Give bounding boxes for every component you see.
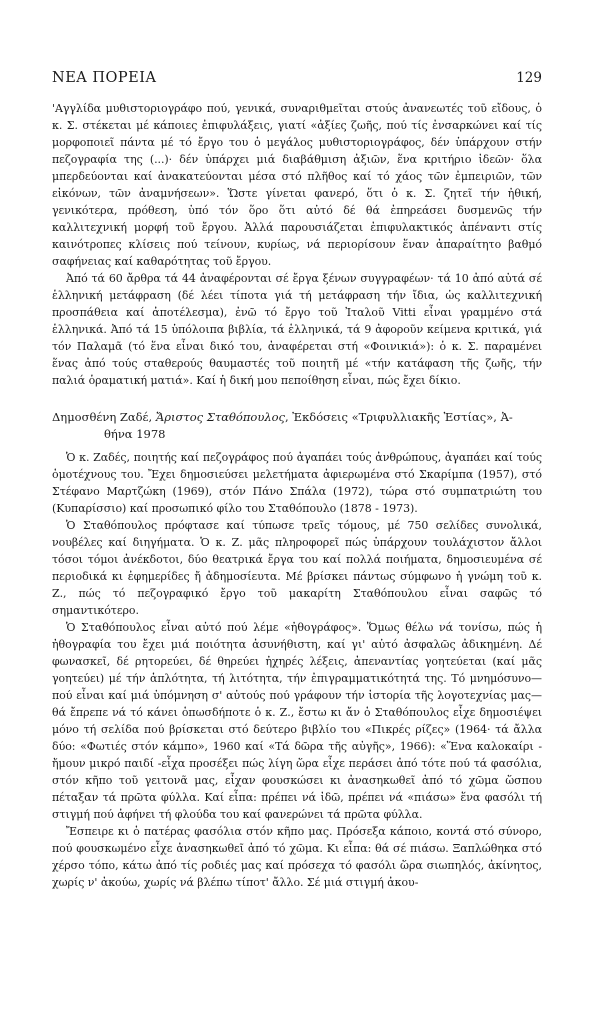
journal-title: ΝΕΑ ΠΟΡΕΙΑ bbox=[52, 70, 157, 86]
paragraph-6: Ἔσπειρε κι ὁ πατέρας φασόλια στόν κῆπο μας. Πρόσεξα κάποιο, κοντά στό σύνορο, πού φουσκωμένο εἶχε ἀνασηκωθεῖ ἀπό τό χῶμα. Κι εἶπα: θά σέ πιάσω. Ξαπλώθηκα στό χέρσο τόπο, κάτω ἀπό τίς ροδιές μας καί πρόσεχα τό φασόλι ὥρα σιωπηλός, ἀκίνητος, χωρίς ν' ἀκούω, χωρίς νά βλέπω τίποτ' ἄλλο. Σέ μιά στιγμή ἀκου- bbox=[52, 825, 542, 889]
review-heading bbox=[52, 409, 542, 443]
review-author: Δημοσθένη Ζαδέ, bbox=[52, 410, 156, 424]
running-header bbox=[52, 70, 542, 86]
paragraph-4: Ὁ Σταθόπουλος πρόφτασε καί τύπωσε τρεῖς τόμους, μέ 750 σελίδες συνολικά, νουβέλες καί διηγήματα. Ὁ κ. Ζ. μᾶς πληροφορεῖ πώς ὑπάρχουν τουλάχιστον ἄλλοι τόσοι τόμοι ἀνέκδοτοι, δύο θεατρικά ἔργα του καί πολλά ποιήματα, δημοσιευμένα σέ περιοδικά κι ἐφημερίδες ἤ ἀδημοσίευτα. Μέ βρίσκει πάντως σύμφωνο ἡ γνώμη τοῦ κ. Ζ., πώς τό πεζογραφικό ἔργο τοῦ μακαρίτη Σταθόπουλου εἶναι σαφῶς τό σημαντικότερο. bbox=[52, 519, 542, 617]
review-publisher: , Ἐκδόσεις «Τριφυλλιακῆς Ἑστίας», Ἀ- bbox=[285, 410, 513, 424]
paragraph-3: Ὁ κ. Ζαδές, ποιητής καί πεζογράφος πού ἀγαπάει τούς ἀνθρώπους, ἀγαπάει καί τούς ὁμοτέχνους του. Ἔχει δημοσιεύσει μελετήματα ἀφιερωμένα στό Σκαρίμπα (1957), στό Στέφανο Μαρτζώκη (1969), στόν Πάνο Σπάλα (1972), τώρα στό συμπατριώτη του (Κυπαρίσσιο) καί προσωπικό φίλο του Σταθόπουλο (1878 - 1973). bbox=[52, 451, 542, 515]
paragraph-5: Ὁ Σταθόπουλος εἶναι αὐτό πού λέμε «ἠθογράφος». Ὅμως θέλω νά τονίσω, πώς ἡ ἠθογραφία του ἔχει μιά ποιότητα ἀσυνήθιστη, καί γι' αὐτό ἀσφαλῶς ἀδικημένη. Δέ φωνασκεῖ, δέ ρητορεύει, δέ θηρεύει ἠχηρές λέξεις, ἀπεναντίας γοητεύεται (καί μᾶς γοητεύει) μέ τήν ἁπλότητα, τή λιτότητα, τήν ἐπιγραμματικότητά της. Τό μνημόσυνο—πού εἶναι καί μιά ὑπόμνηση σ' αὐτούς πού γράφουν τήν ἱστορία τῆς λογοτεχνίας μας—θά ἔπρεπε νά τό κάνει ὁπωσδήποτε ὁ κ. Ζ., ἔστω κι ἄν ὁ Σταθόπουλος εἶχε δημοσιέψει μόνο τή σελίδα πού βρίσκεται στό δεύτερο βιβλίο του «Πικρές ρίζες» (1964· τά ἄλλα δύο: «Φωτιές στόν κάμπο», 1960 καί «Τά δῶρα τῆς αὐγῆς», 1966): «Ἕνα καλοκαίρι - ἤμουν μικρό παιδί -εἶχα προσέξει πώς λίγη ὥρα εἶχε περάσει ἀπό τότε πού τά φασόλια, στόν κῆπο τοῦ γειτονᾶ μας, εἶχαν φουσκώσει κι ἀνασηκωθεῖ ἀπό τό χῶμα ὥσπου πέταξαν τά πρῶτα φύλλα. Καί εἶπα: πρέπει νά ἰδῶ, πρέπει νά «πιάσω» ἕνα φασόλι τή στιγμή πού ἀφήνει τή φλούδα του καί φανερώνει τά πρῶτα φύλλα. bbox=[52, 621, 542, 821]
paragraph-2: Ἀπό τά 60 ἄρθρα τά 44 ἀναφέρονται σέ ἔργα ξένων συγγραφέων· τά 10 ἀπό αὐτά σέ ἑλληνική μετάφραση (δέ λέει τίποτα γιά τή μετάφραση τήν ἴδια, ὡς καλλιτεχνική προσπάθεια καί ἀποτέλεσμα), ἐνῶ τό ἔργο τοῦ Ἰταλοῦ Vitti εἶναι γραμμένο στά ἑλληνικά. Ἀπό τά 15 ὑπόλοιπα βιβλία, τά ἑλληνικά, τά 9 ἀφοροῦν κείμενα κριτικά, γιά τόν Παλαμᾶ (τό ἕνα εἶναι δικό του, ἀναφέρεται στή «Φοινικιά»): ὁ κ. Σ. παραμένει ἕνας ἀπό τούς σταθερούς θαυμαστές τοῦ ποιητῆ μέ «τήν κατάφαση τῆς ζωῆς, τήν παλιά ὁραματική ματιά». Καί ἡ δική μου πεποίθηση εἶναι, πώς ἔχει δίκιο. bbox=[52, 272, 542, 387]
review-place-year: θήνα 1978 bbox=[104, 427, 166, 441]
page-number: 129 bbox=[516, 70, 542, 86]
review-book-title: Ἄριστος Σταθόπουλος bbox=[155, 410, 285, 424]
paragraph-1: 'Αγγλίδα μυθιστοριογράφο πού, γενικά, συναριθμεῖται στούς ἀνανεωτές τοῦ εἴδους, ὁ κ. Σ. στέκεται μέ κάποιες ἐπιφυλάξεις, γιατί «ἀξίες ζωῆς, πού τίς ἐνσαρκώνει καί τίς μορφοποιεῖ πάντα μέ τό ἔργο του ὁ μεγάλος μυθιστοριογράφος, δέν ὑπάρχουν στήν πεζογραφία της (...)· δέν ὑπάρχει μιά διαβάθμιση ἀξιῶν, ἕνα κριτήριο ἰδεῶν· ὅλα μπερδεύονται καί ἀνακατεύονται μέσα στό πλῆθος καί τό χάος τῶν ἐμπειριῶν, τῶν εἰκόνων, τῶν ἀναμνήσεων». Ὥστε γίνεται φανερό, ὅτι ὁ κ. Σ. ζητεῖ τήν ἠθική, γενικότερα, πρόθεση, ὑπό τόν ὅρο ὅτι αὐτό δέ θά ἐπηρεάσει δυσμενῶς τήν καλλιτεχνική μορφή τοῦ ἔργου. Ἀλλά παρουσιάζεται ἐπιφυλακτικός ἀπέναντι στίς καινότροπες κλίσεις πού τείνουν, κυρίως, νά περιορίσουν ἕναν ἀπαραίτητο βαθμό σαφήνειας καί καθαρότητας τοῦ ἔργου. bbox=[52, 102, 542, 268]
